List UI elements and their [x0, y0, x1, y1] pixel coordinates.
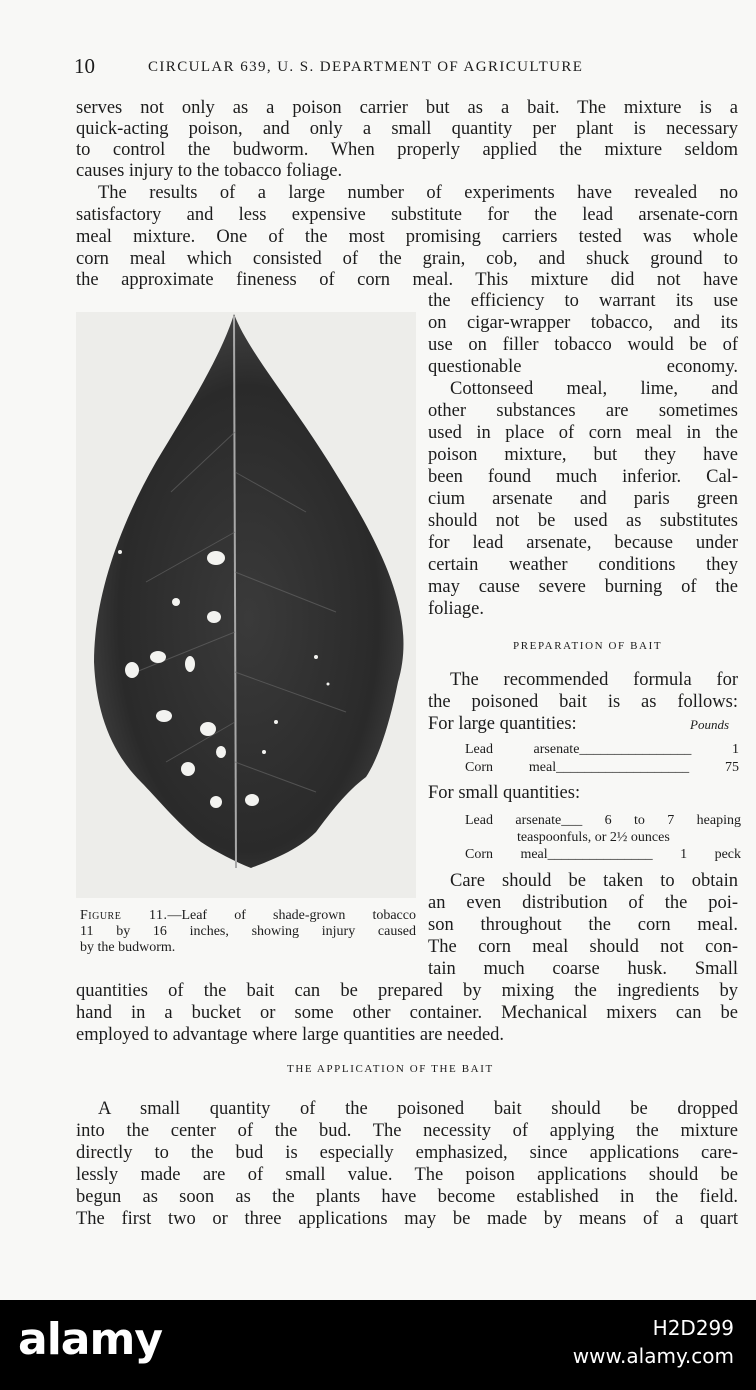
unit-label: Pounds: [690, 717, 729, 732]
image-id: H2D299: [652, 1316, 734, 1340]
text-line: quantities of the bait can be prepared by mixing the ingredients by: [76, 981, 738, 1001]
text-line: other substances are sometimes: [428, 401, 738, 421]
text-line: serves not only as a poison carrier but as a bait. The mixture is a: [76, 98, 738, 118]
text-line: The results of a large number of experiments have revealed no: [98, 183, 738, 203]
text-line: use on filler tobacco would be of: [428, 335, 738, 355]
section-heading: THE APPLICATION OF THE BAIT: [287, 1063, 494, 1075]
text-line: Cottonseed meal, lime, and: [450, 379, 738, 399]
figure-caption: [80, 908, 416, 956]
text-line: begun as soon as the plants have become established in the field.: [76, 1187, 738, 1207]
text-line: been found much inferior. Cal-: [428, 467, 738, 487]
text-line: son throughout the corn meal.: [428, 915, 738, 935]
text-line: lessly made are of small value. The poison applications should be: [76, 1165, 738, 1185]
formula-row: teaspoonfuls, or 2½ ounces: [517, 830, 670, 845]
text-line: may cause severe burning of the: [428, 577, 738, 597]
text-line: for lead arsenate, because under: [428, 533, 738, 553]
text-line: satisfactory and less expensive substitute for the lead arsenate-corn: [76, 205, 738, 225]
text-line: employed to advantage where large quantities are needed.: [76, 1025, 505, 1045]
formula-row: Lead arsenate________________ 1: [465, 742, 739, 757]
text-line: quick-acting poison, and only a small quantity per plant is necessary: [76, 119, 738, 139]
stock-footer-bar: [0, 1300, 756, 1390]
text-line: certain weather conditions they: [428, 555, 738, 575]
running-title: CIRCULAR 639, U. S. DEPARTMENT OF AGRICULTURE: [148, 59, 584, 75]
page-number: 10: [74, 54, 95, 78]
text-line: on cigar-wrapper tobacco, and its: [428, 313, 738, 333]
text-line: cium arsenate and paris green: [428, 489, 738, 509]
formula-row: Corn meal_______________ 1 peck: [465, 847, 741, 862]
caption-line: —Leaf of shade-grown tobacco: [167, 908, 416, 923]
text-line: The first two or three applications may be made by means of a quart: [76, 1209, 738, 1229]
text-line: poison mixture, but they have: [428, 445, 738, 465]
caption-line: by the budworm.: [80, 940, 176, 955]
text-line: The corn meal should not con-: [428, 937, 738, 957]
text-line: tain much coarse husk. Small: [428, 959, 738, 979]
text-line: foliage.: [428, 599, 484, 619]
text-line: directly to the bud is especially emphasized, since applications care-: [76, 1143, 738, 1163]
text-line: corn meal which consisted of the grain, cob, and shuck ground to: [76, 249, 738, 269]
text-line: the efficiency to warrant its use: [428, 291, 738, 311]
text-line: A small quantity of the poisoned bait should be dropped: [98, 1099, 738, 1119]
text-line: should not be used as substitutes: [428, 511, 738, 531]
text-line: into the center of the bud. The necessity of applying the mixture: [76, 1121, 738, 1141]
text-line: an even distribution of the poi-: [428, 893, 738, 913]
site-url: www.alamy.com: [572, 1344, 734, 1368]
text-line: For small quantities:: [428, 783, 581, 803]
caption-line: 11 by 16 inches, showing injury caused: [80, 924, 416, 939]
text-line: questionable economy.: [428, 357, 738, 377]
text-line: For large quantities:: [428, 714, 577, 734]
text-line: The recommended formula for: [450, 670, 738, 690]
text-line: the approximate fineness of corn meal. This mixture did not have: [76, 270, 738, 290]
text-line: hand in a bucket or some other container. Mechanical mixers can be: [76, 1003, 738, 1023]
text-line: the poisoned bait is as follows:: [428, 692, 738, 712]
section-heading: PREPARATION OF BAIT: [513, 640, 663, 652]
image-reference: [573, 1314, 734, 1370]
text-line: used in place of corn meal in the: [428, 423, 738, 443]
formula-row: Lead arsenate___ 6 to 7 heaping: [465, 813, 741, 828]
text-line: Care should be taken to obtain: [450, 871, 738, 891]
page-header: [74, 54, 738, 80]
figure-leaf-photo: [76, 312, 416, 898]
formula-row: Corn meal___________________ 75: [465, 760, 739, 775]
tobacco-leaf-image: [76, 312, 416, 898]
text-line: meal mixture. One of the most promising carriers tested was whole: [76, 227, 738, 247]
text-line: causes injury to the tobacco foliage.: [76, 161, 343, 181]
text-line: to control the budworm. When properly applied the mixture seldom: [76, 140, 738, 160]
brand-logo: alamy: [18, 1314, 162, 1365]
figure-label: Figure 11.: [80, 908, 168, 923]
